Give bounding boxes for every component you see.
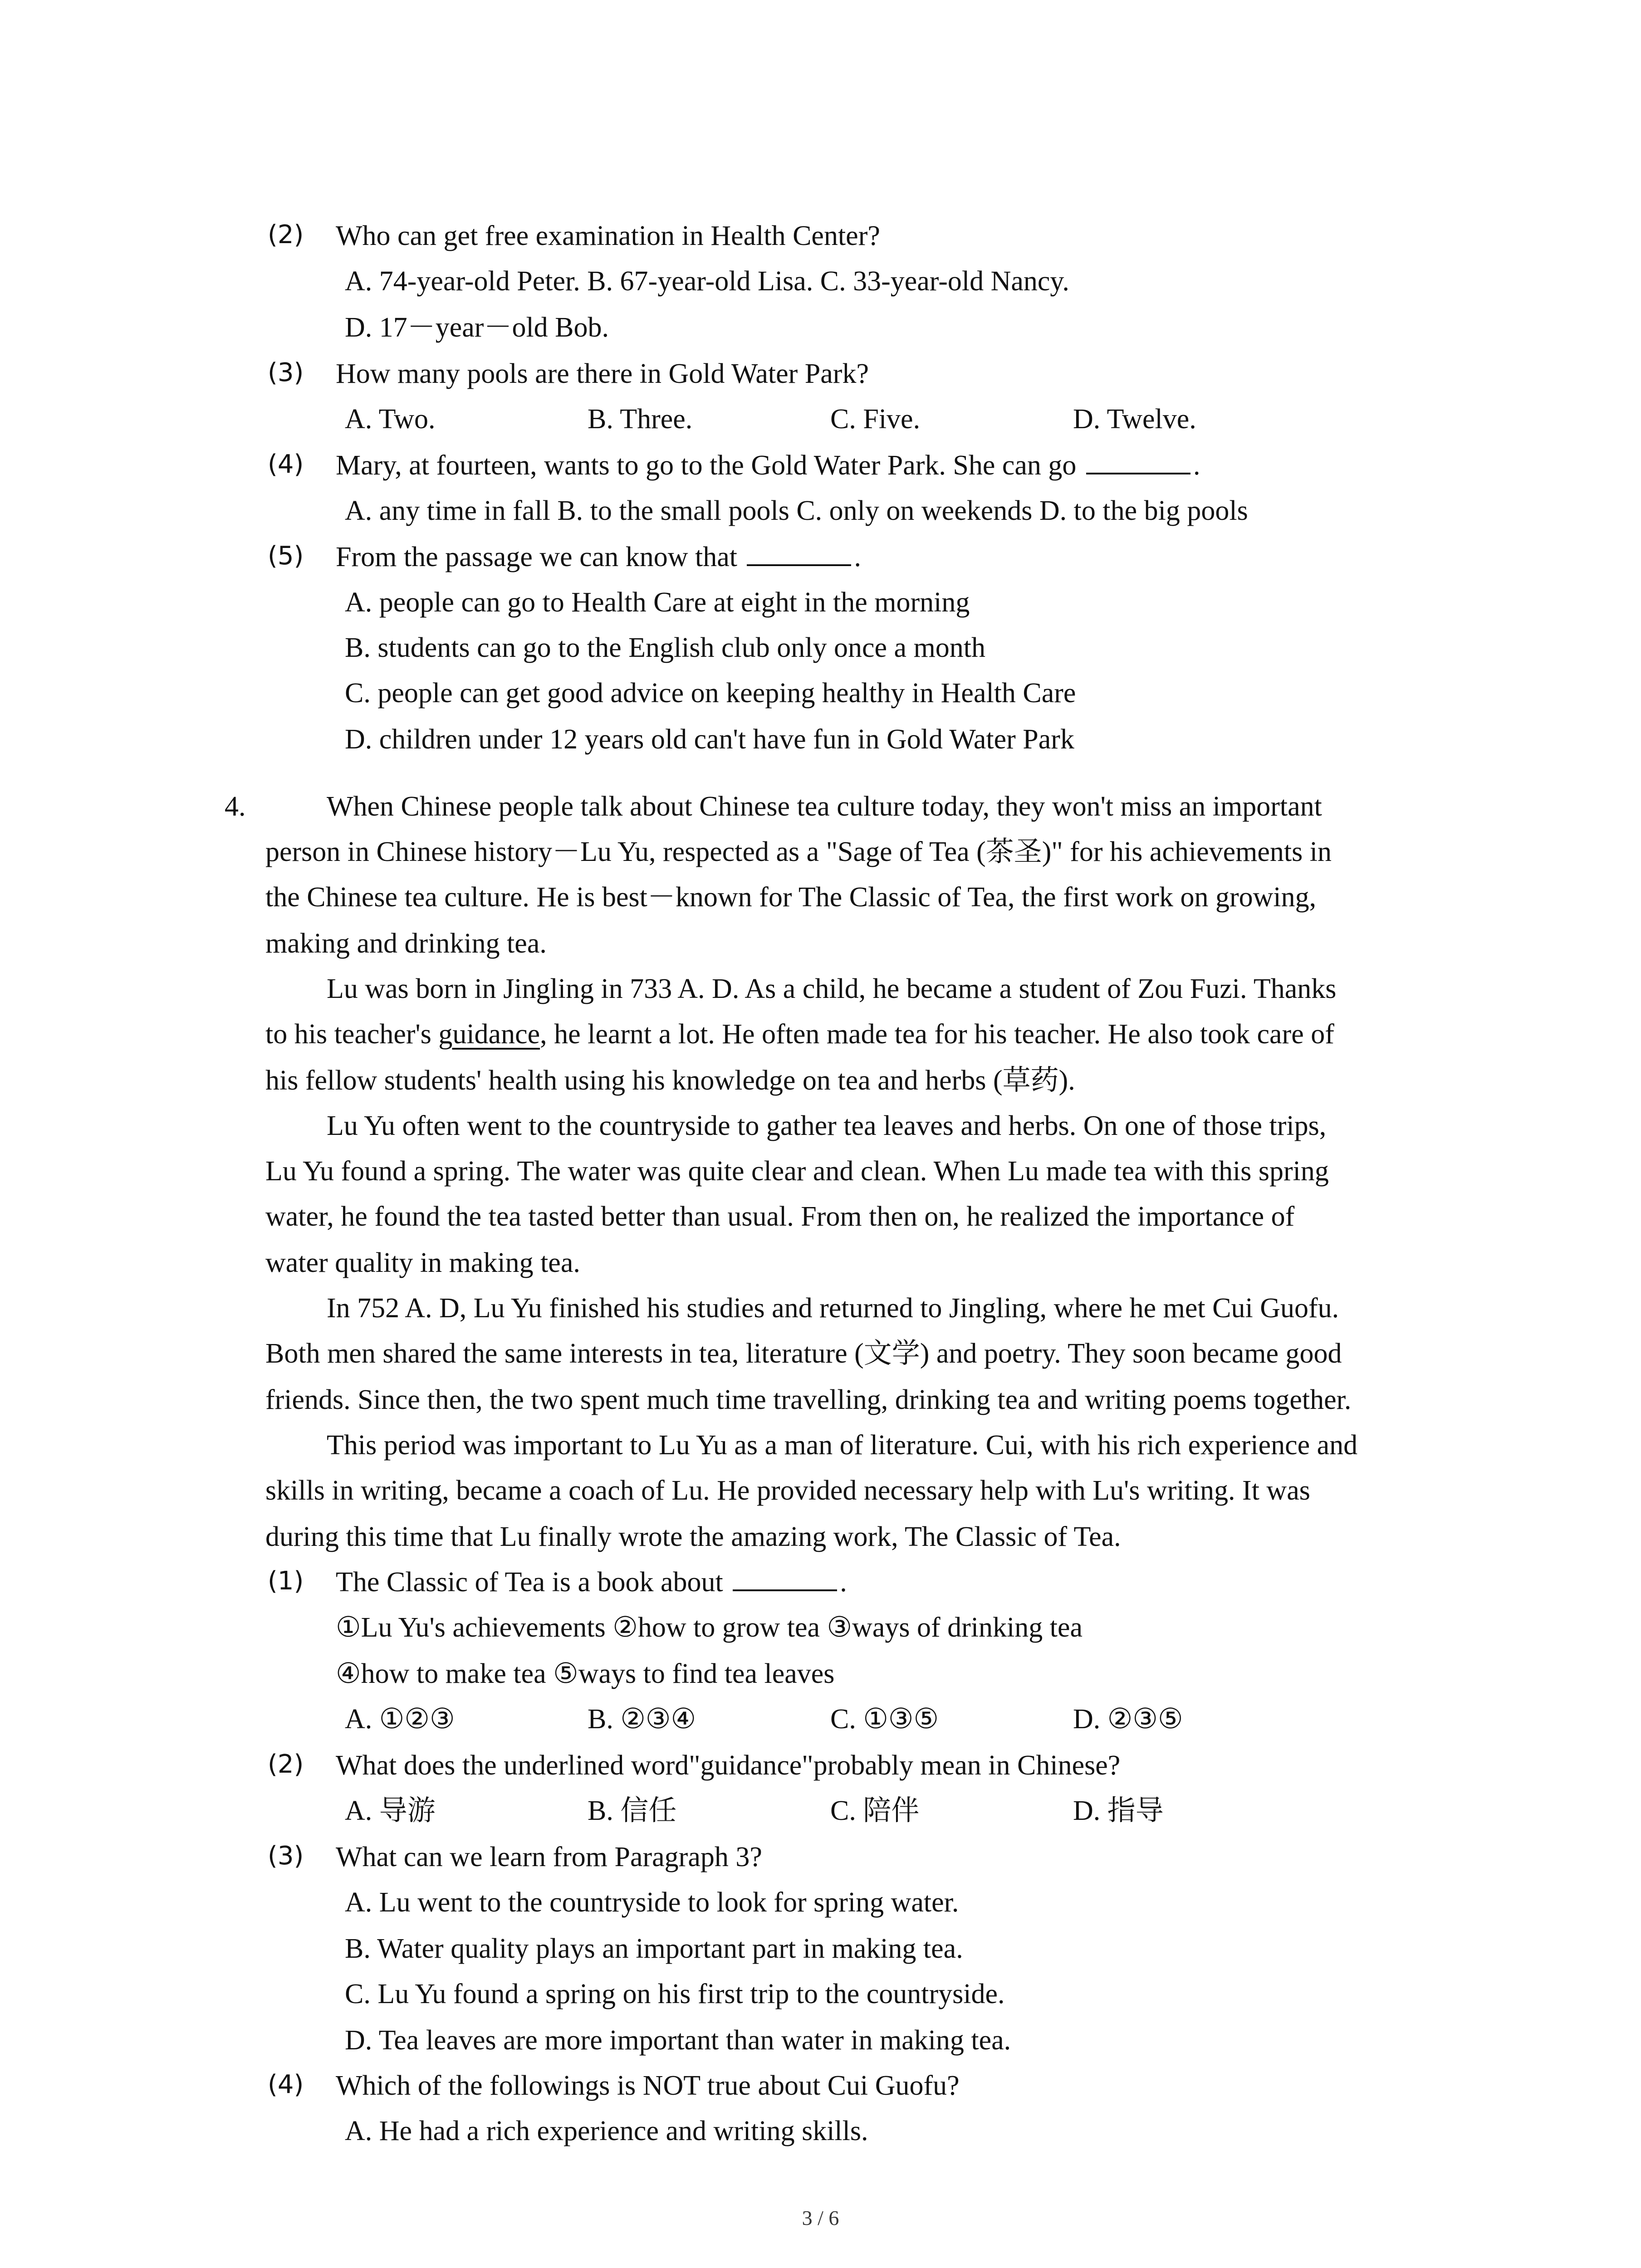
q4-p5-line3: during this time that Lu finally wrote the amazing work, The Classic of Tea. <box>265 1521 1121 1552</box>
q4-sub3-option-a: A. Lu went to the countryside to look for spring water. <box>345 1887 959 1918</box>
q3-sub5-stem <box>336 539 861 575</box>
q3-sub4-options-line: A. any time in fall B. to the small pools C. only on weekends D. to the big pools <box>345 495 1248 526</box>
q4-p1-line3: the Chinese tea culture. He is best－known for The Classic of Tea, the first work on growing, <box>265 882 1317 913</box>
q3-sub2-options-line2: D. 17－year－old Bob. <box>345 312 609 343</box>
q4-sub1-items-line2: ④how to make tea ⑤ways to find tea leaves <box>336 1658 835 1689</box>
q4-sub2-option-a: A. 导游 <box>345 1795 436 1826</box>
q4-p4-line3: friends. Since then, the two spent much time travelling, drinking tea and writing poems together. <box>265 1384 1352 1415</box>
q3-sub5-option-b: B. students can go to the English club only once a month <box>345 632 986 663</box>
q4-p1-line1: When Chinese people talk about Chinese tea culture today, they won't miss an important <box>327 791 1322 822</box>
q4-sub4-option-a: A. He had a rich experience and writing skills. <box>345 2116 868 2146</box>
q3-sub3-option-b: B. Three. <box>588 404 693 435</box>
q4-sub1-stem-text: The Classic of Tea is a book about <box>336 1567 723 1598</box>
answer-blank <box>733 1565 837 1591</box>
q4-p2-line1: Lu was born in Jingling in 733 A. D. As a child, he became a student of Zou Fuzi. Thanks <box>327 973 1337 1004</box>
q4-sub2-option-c: C. 陪伴 <box>830 1795 920 1826</box>
q4-p4-line1: In 752 A. D, Lu Yu finished his studies and returned to Jingling, where he met Cui Guofu. <box>327 1293 1339 1324</box>
q3-sub5-stem-end: . <box>854 542 861 572</box>
q3-sub5-option-c: C. people can get good advice on keeping healthy in Health Care <box>345 678 1076 709</box>
q4-sub1-number: (1) <box>268 1566 304 1596</box>
q4-sub3-number: (3) <box>268 1841 304 1871</box>
q4-sub3-option-c: C. Lu Yu found a spring on his first trip to the countryside. <box>345 1979 1005 2009</box>
q4-p3-line1: Lu Yu often went to the countryside to gather tea leaves and herbs. On one of those trips, <box>327 1110 1327 1141</box>
q3-sub3-option-d: D. Twelve. <box>1073 404 1196 435</box>
q4-p3-line4: water quality in making tea. <box>265 1247 580 1278</box>
q3-sub2-options-line1: A. 74-year-old Peter. B. 67-year-old Lisa. C. 33-year-old Nancy. <box>345 266 1069 297</box>
q3-sub5-option-a: A. people can go to Health Care at eight in the morning <box>345 587 970 618</box>
q4-p2-line2 <box>265 1016 1334 1052</box>
q3-sub3-number: (3) <box>268 358 304 387</box>
q4-sub1-option-b: B. ②③④ <box>588 1704 696 1735</box>
q3-sub3-stem: How many pools are there in Gold Water Park? <box>336 358 869 389</box>
q3-sub4-number: (4) <box>268 450 304 479</box>
q4-sub1-items-line1: ①Lu Yu's achievements ②how to grow tea ③ways of drinking tea <box>336 1612 1083 1643</box>
q3-sub5-number: (5) <box>268 541 304 571</box>
q4-sub1-option-c: C. ①③⑤ <box>830 1704 939 1735</box>
q4-p4-line2: Both men shared the same interests in tea, literature (文学) and poetry. They soon became good <box>265 1338 1342 1369</box>
q4-p5-line1: This period was important to Lu Yu as a man of literature. Cui, with his rich experience and <box>327 1430 1358 1461</box>
q4-p2-line2-end: , he learnt a lot. He often made tea for his teacher. He also took care of <box>540 1019 1334 1050</box>
q4-sub1-option-a: A. ①②③ <box>345 1704 455 1735</box>
q4-sub4-number: (4) <box>268 2070 304 2099</box>
q3-sub3-option-c: C. Five. <box>830 404 921 435</box>
q3-sub4-stem <box>336 447 1200 484</box>
q3-sub2-stem: Who can get free examination in Health Center? <box>336 220 880 251</box>
q4-p2-line2-start: to his teacher's <box>265 1019 439 1050</box>
q4-p3-line3: water, he found the tea tasted better than usual. From then on, he realized the importance of <box>265 1201 1295 1232</box>
q4-sub2-option-d: D. 指导 <box>1073 1795 1164 1826</box>
q3-sub5-stem-text: From the passage we can know that <box>336 542 737 572</box>
q3-sub2-number: (2) <box>268 220 304 249</box>
q4-sub3-option-d: D. Tea leaves are more important than water in making tea. <box>345 2025 1011 2056</box>
q3-sub4-stem-end: . <box>1193 450 1200 481</box>
q4-p3-line2: Lu Yu found a spring. The water was quite clear and clean. When Lu made tea with this spring <box>265 1156 1329 1187</box>
answer-blank <box>747 540 851 566</box>
page-number: 3 / 6 <box>802 2206 839 2229</box>
q4-sub1-option-d: D. ②③⑤ <box>1073 1704 1183 1735</box>
q4-p2-line3: his fellow students' health using his knowledge on tea and herbs (草药). <box>265 1065 1075 1096</box>
q3-sub3-option-a: A. Two. <box>345 404 436 435</box>
q4-sub2-stem: What does the underlined word"guidance"probably mean in Chinese? <box>336 1750 1121 1781</box>
q4-sub4-stem: Which of the followings is NOT true about Cui Guofu? <box>336 2070 960 2101</box>
q3-sub5-option-d: D. children under 12 years old can't have fun in Gold Water Park <box>345 724 1074 755</box>
q4-p5-line2: skills in writing, became a coach of Lu. He provided necessary help with Lu's writing. It was <box>265 1475 1310 1506</box>
q4-number: 4. <box>225 791 246 822</box>
q4-p1-line2: person in Chinese history－Lu Yu, respected as a "Sage of Tea (茶圣)" for his achievements in <box>265 836 1332 867</box>
q4-sub1-stem <box>336 1564 847 1600</box>
q3-sub4-stem-text: Mary, at fourteen, wants to go to the Gold Water Park. She can go <box>336 450 1077 481</box>
q4-sub3-option-b: B. Water quality plays an important part in making tea. <box>345 1933 963 1964</box>
q4-sub2-number: (2) <box>268 1750 304 1779</box>
q4-sub1-stem-end: . <box>840 1567 847 1598</box>
q4-sub2-option-b: B. 信任 <box>588 1795 677 1826</box>
q4-p1-line4: making and drinking tea. <box>265 928 547 959</box>
q4-sub3-stem: What can we learn from Paragraph 3? <box>336 1842 762 1872</box>
answer-blank <box>1086 448 1190 474</box>
underlined-word-guidance: guidance <box>438 1019 540 1050</box>
